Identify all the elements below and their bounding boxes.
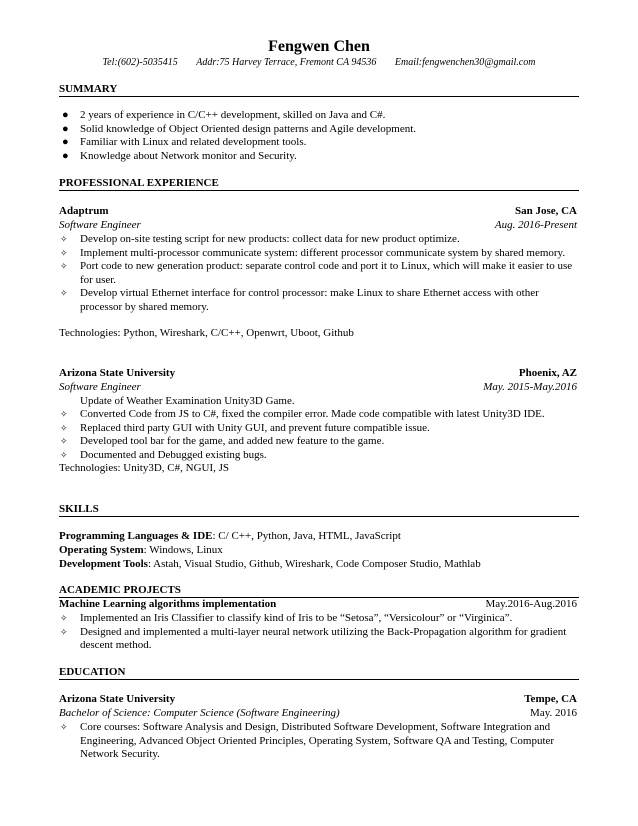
skill-row [59, 558, 577, 572]
phone-text: Tel:(602)-5035415 [102, 57, 178, 68]
job-role: Software Engineer [59, 219, 141, 231]
section-heading-projects: ACADEMIC PROJECTS [59, 584, 579, 598]
school-location: Tempe, CA [524, 693, 577, 705]
diamond-bullet-icon: ✧ [60, 613, 68, 623]
section-heading-skills: SKILLS [59, 503, 579, 517]
education-header [59, 693, 577, 707]
list-item: ● Knowledge about Network monitor and Security. [62, 149, 297, 162]
technologies-line: Technologies: Python, Wireshark, C/C++, Openwrt, Uboot, Github [59, 327, 354, 339]
degree-text: Bachelor of Science: Computer Science (Software Engineering) [59, 707, 340, 719]
job-duties-list [59, 408, 577, 462]
skill-row [59, 530, 577, 544]
courses-list [59, 721, 577, 762]
graduation-date: May. 2016 [530, 707, 577, 719]
bullet-icon: ● [62, 109, 69, 121]
job-location: San Jose, CA [514, 205, 577, 217]
skill-label: Operating System [59, 544, 144, 556]
project-list [59, 612, 577, 653]
list-item: ✧ Port code to new generation product: separate control code and port it to Linux, which will make it easier to use for user. [60, 260, 573, 286]
diamond-bullet-icon: ✧ [60, 409, 68, 419]
summary-list [62, 109, 582, 163]
list-item: ● Familiar with Linux and related development tools. [62, 136, 307, 148]
section-heading-education: EDUCATION [59, 666, 579, 680]
job-role: Software Engineer [59, 381, 141, 393]
project-name: Machine Learning algorithms implementation [59, 598, 277, 610]
job-duties-list [59, 233, 577, 314]
technologies-line: Technologies: Unity3D, C#, NGUI, JS [59, 462, 230, 474]
company-name: Adaptrum [59, 205, 109, 217]
school-name: Arizona State University [59, 693, 176, 705]
section-heading-experience: PROFESSIONAL EXPERIENCE [59, 177, 579, 191]
job-dates: May. 2015-May.2016 [483, 381, 577, 393]
list-item: ✧ Developed tool bar for the game, and added new feature to the game. [60, 435, 385, 447]
resume-name: Fengwen Chen [268, 38, 370, 55]
address-text: Addr:75 Harvey Terrace, Fremont CA 94536 [196, 57, 377, 68]
list-item: ✧ Converted Code from JS to C#, fixed the compiler error. Made code compatible with latest Unity3D IDE. [60, 408, 545, 420]
list-item: ● Solid knowledge of Object Oriented design patterns and Agile development. [62, 122, 417, 135]
diamond-bullet-icon: ✧ [60, 261, 68, 271]
job-header [59, 205, 577, 219]
education-subheader [59, 707, 577, 721]
list-item: ✧ Implemented an Iris Classifier to classify kind of Iris to be “Setosa”, “Versicolour” or “Virginica”. [60, 612, 513, 624]
diamond-bullet-icon: ✧ [60, 234, 68, 244]
job-header [59, 367, 577, 381]
company-name: Arizona State University [59, 367, 176, 379]
job-dates: Aug. 2016-Present [494, 219, 577, 231]
skill-label: Programming Languages & IDE [59, 530, 213, 542]
diamond-bullet-icon: ✧ [60, 449, 68, 460]
list-item: ✧ Develop on-site testing script for new products: collect data for new product optimize. [60, 233, 460, 245]
diamond-bullet-icon: ✧ [60, 436, 68, 446]
list-item: ● 2 years of experience in C/C++ development, skilled on Java and C#. [62, 109, 386, 121]
section-heading-summary: SUMMARY [59, 83, 579, 97]
job-subheader [59, 381, 577, 395]
job-location: Phoenix, AZ [518, 367, 577, 379]
contact-line [0, 57, 638, 69]
diamond-bullet-icon: ✧ [60, 626, 68, 637]
skill-label: Development Tools [59, 558, 148, 570]
skill-value: : Windows, Linux [143, 544, 223, 556]
list-item: ✧ Designed and implemented a multi-layer neural network utilizing the Back-Propagation algorithm for gradient descent method. [60, 625, 567, 651]
list-item: ✧ Implement multi-processor communicate system: different processor communicate system by shared memory. [60, 246, 566, 259]
diamond-bullet-icon: ✧ [60, 288, 68, 298]
skill-row [59, 544, 577, 558]
list-item: ✧ Develop virtual Ethernet interface for control processor: make Linux to share Ethernet access with other processor by shared memory. [60, 287, 539, 313]
job-intro: Update of Weather Examination Unity3D Game. [80, 395, 295, 407]
bullet-icon: ● [62, 122, 69, 135]
bullet-icon: ● [62, 149, 69, 162]
skill-value: : Astah, Visual Studio, Github, Wireshark, Code Composer Studio, Mathlab [147, 558, 481, 570]
job-subheader [59, 219, 577, 233]
list-item: ✧ Replaced third party GUI with Unity GUI, and prevent future compatible issue. [60, 421, 430, 434]
project-header [59, 598, 577, 612]
diamond-bullet-icon: ✧ [60, 422, 68, 433]
diamond-bullet-icon: ✧ [60, 247, 68, 258]
bullet-icon: ● [62, 136, 69, 148]
project-dates: May.2016-Aug.2016 [485, 598, 577, 610]
list-item: ✧ Documented and Debugged existing bugs. [60, 448, 267, 461]
skill-value: : C/ C++, Python, Java, HTML, JavaScript [212, 530, 401, 542]
diamond-bullet-icon: ✧ [60, 722, 68, 732]
list-item: ✧ Core courses: Software Analysis and Design, Distributed Software Development, Software Integration and Engineering, Advanced Object Oriented Principles, Operating System, Software QA and Testing, Computer Network Security. [60, 721, 555, 760]
email-text: Email:fengwenchen30@gmail.com [394, 57, 536, 68]
